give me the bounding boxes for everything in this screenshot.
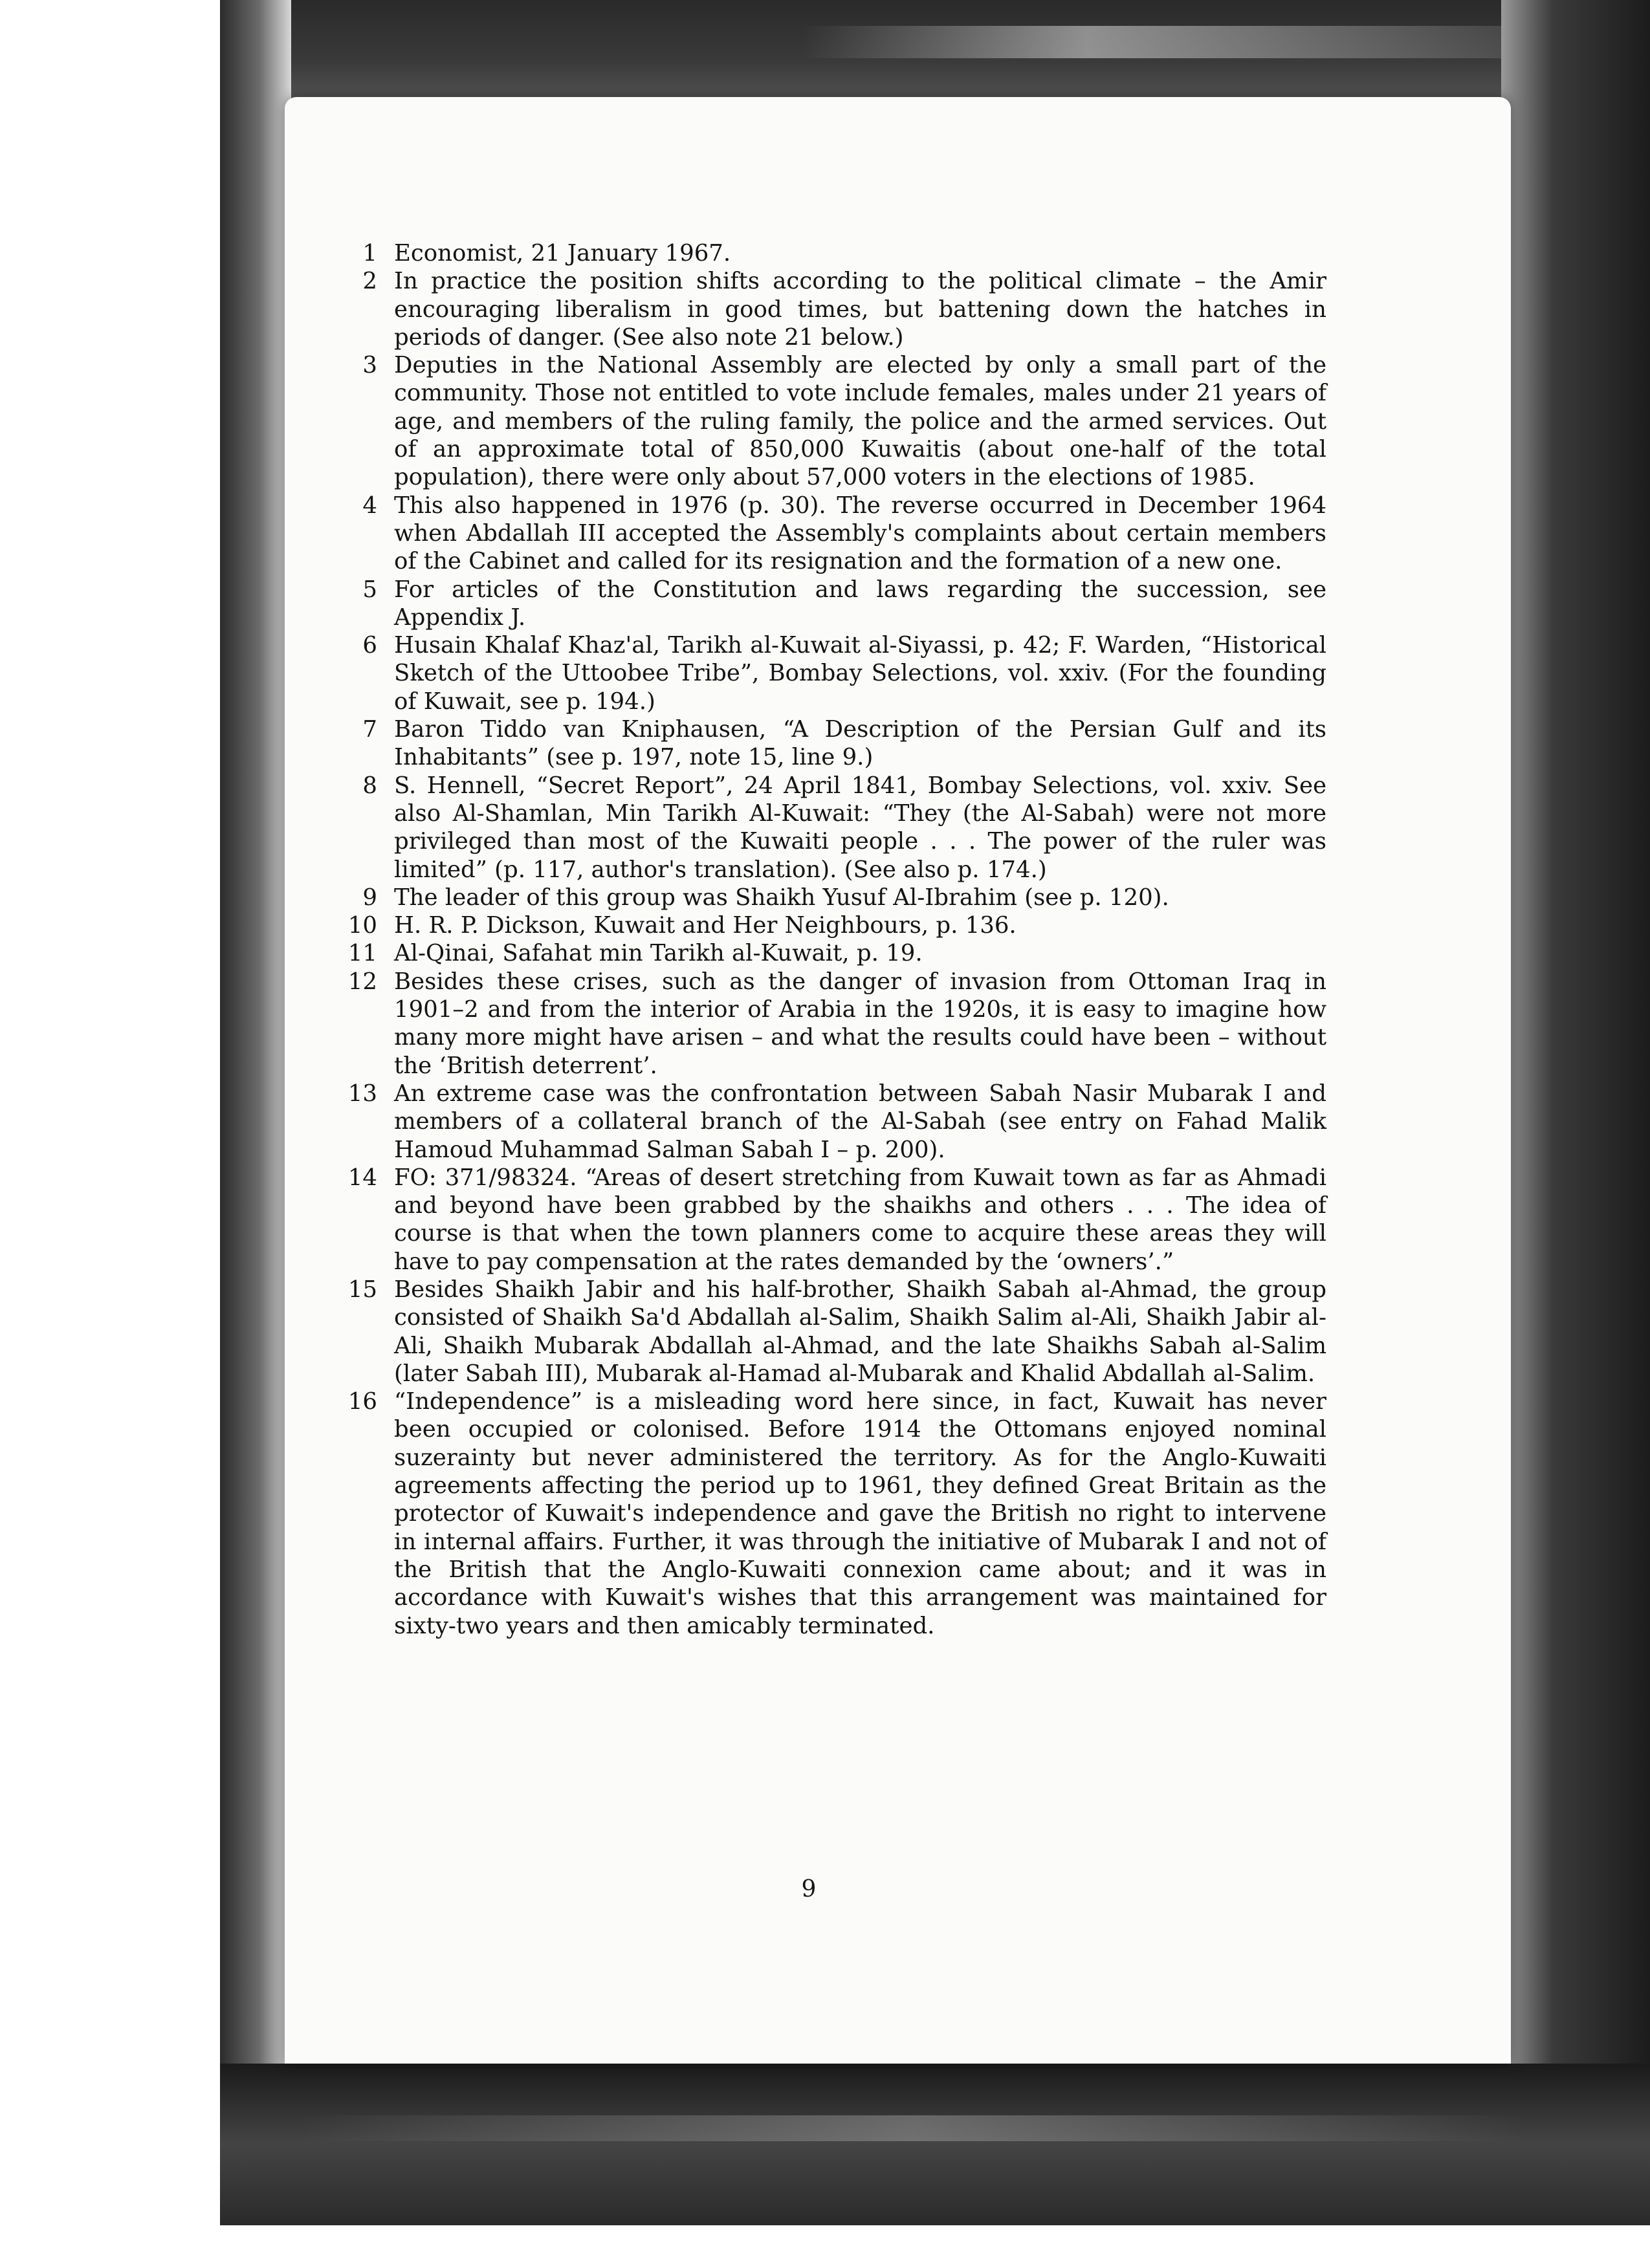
endnote-number: 12 — [347, 968, 377, 995]
endnote-text: In practice the position shifts according to the political climate – the Amir encouraging liberalism in good times, but battening down the hatches in periods of danger. (See also note 21 below.) — [394, 268, 1326, 351]
endnote-text: FO: 371/98324. “Areas of desert stretching from Kuwait town as far as Ahmadi and beyond have been grabbed by the shaikhs and others . . . The idea of course is that when the town planners come to acquire these areas they will have to pay compensation at the rates demanded by the ‘owners’.” — [394, 1164, 1326, 1275]
endnote-number: 4 — [362, 492, 377, 519]
endnote — [327, 576, 1326, 632]
endnote-number: 5 — [362, 576, 377, 603]
endnote — [327, 715, 1326, 772]
endnote-number: 11 — [347, 940, 377, 967]
endnote — [327, 1276, 1326, 1388]
scan-shadow-top — [220, 0, 1650, 104]
endnote-text: Besides Shaikh Jabir and his half-brother, Shaikh Sabah al-Ahmad, the group consisted of Shaikh Sa'd Abdallah al-Salim, Shaikh Salim al-Ali, Shaikh Jabir al-Ali, Shaikh Mubarak Abdallah al-Ahmad, and the late Shaikhs Sabah al-Salim (later Sabah III), Mubarak al-Hamad al-Mubarak and Khalid Abdallah al-Salim. — [394, 1276, 1326, 1387]
endnote — [327, 631, 1326, 715]
scan-shadow-left — [220, 0, 291, 2225]
endnote — [327, 1388, 1326, 1640]
endnote-number: 15 — [347, 1276, 377, 1303]
endnote-text: Baron Tiddo van Kniphausen, “A Description of the Persian Gulf and its Inhabitants” (see p. 197, note 15, line 9.) — [394, 716, 1326, 771]
endnote-number: 9 — [362, 884, 377, 911]
scan-shadow-right — [1501, 0, 1650, 2225]
endnote — [327, 884, 1326, 911]
endnote-text: Deputies in the National Assembly are elected by only a small part of the community. Those not entitled to vote include females, males under 21 years of age, and members of the ruling family, the police and the armed services. Out of an approximate total of 850,000 Kuwaitis (about one-half of the total population), there were only about 57,000 voters in the elections of 1985. — [394, 352, 1326, 491]
endnote-number: 6 — [362, 632, 377, 659]
endnote-number: 1 — [362, 240, 377, 267]
endnote-text: S. Hennell, “Secret Report”, 24 April 1841, Bombay Selections, vol. xxiv. See also Al-Shamlan, Min Tarikh Al-Kuwait: “They (the Al-Sabah) were not more privileged than most of the Kuwaiti people . . . The power of the ruler was limited” (p. 117, author's translation). (See also p. 174.) — [394, 772, 1326, 883]
endnote — [327, 492, 1326, 576]
endnote-text: “Independence” is a misleading word here since, in fact, Kuwait has never been occupied or colonised. Before 1914 the Ottomans enjoyed nominal suzerainty but never administered the territory. As for the Anglo-Kuwaiti agreements affecting the period up to 1961, they defined Great Britain as the protector of Kuwait's independence and gave the British no right to intervene in internal affairs. Further, it was through the initiative of Mubarak I and not of the British that the Anglo-Kuwaiti connexion came about; and it was in accordance with Kuwait's wishes that this arrangement was maintained for sixty-two years and then amicably terminated. — [394, 1388, 1326, 1639]
endnote-number: 14 — [347, 1164, 377, 1191]
endnote-text: An extreme case was the confrontation between Sabah Nasir Mubarak I and members of a collateral branch of the Al-Sabah (see entry on Fahad Malik Hamoud Muhammad Salman Sabah I – p. 200). — [394, 1080, 1326, 1163]
page-number: 9 — [801, 1876, 817, 1903]
endnote — [327, 772, 1326, 884]
endnote-number: 10 — [347, 912, 377, 939]
endnote-text: Al-Qinai, Safahat min Tarikh al-Kuwait, p. 19. — [394, 940, 923, 967]
endnote-text: Economist, 21 January 1967. — [394, 240, 731, 267]
endnote-number: 7 — [362, 716, 377, 743]
endnote — [327, 351, 1326, 491]
endnote-number: 2 — [362, 268, 377, 295]
endnote-text: For articles of the Constitution and laws regarding the succession, see Appendix J. — [394, 576, 1326, 631]
endnote — [327, 239, 1326, 267]
endnote-text: H. R. P. Dickson, Kuwait and Her Neighbours, p. 136. — [394, 912, 1017, 939]
endnote — [327, 267, 1326, 351]
scan-shadow-bottom — [220, 2064, 1650, 2225]
endnotes-list — [327, 239, 1326, 1640]
endnote-text: Husain Khalaf Khaz'al, Tarikh al-Kuwait al-Siyassi, p. 42; F. Warden, “Historical Sketch of the Uttoobee Tribe”, Bombay Selections, vol. xxiv. (For the founding of Kuwait, see p. 194.) — [394, 632, 1326, 715]
endnote-number: 3 — [362, 352, 377, 379]
endnote — [327, 1164, 1326, 1276]
endnote-text: This also happened in 1976 (p. 30). The reverse occurred in December 1964 when Abdallah III accepted the Assembly's complaints about certain members of the Cabinet and called for its resignation and the formation of a new one. — [394, 492, 1326, 575]
endnote — [327, 939, 1326, 967]
endnote-text: Besides these crises, such as the danger of invasion from Ottoman Iraq in 1901–2 and from the interior of Arabia in the 1920s, it is easy to imagine how many more might have arisen – and what the results could have been – without the ‘British deterrent’. — [394, 968, 1326, 1079]
endnote-number: 13 — [347, 1080, 377, 1107]
endnote — [327, 911, 1326, 939]
endnote — [327, 968, 1326, 1080]
endnote — [327, 1080, 1326, 1164]
endnote-number: 8 — [362, 772, 377, 799]
endnote-number: 16 — [347, 1388, 377, 1415]
endnote-text: The leader of this group was Shaikh Yusuf Al-Ibrahim (see p. 120). — [394, 884, 1169, 911]
